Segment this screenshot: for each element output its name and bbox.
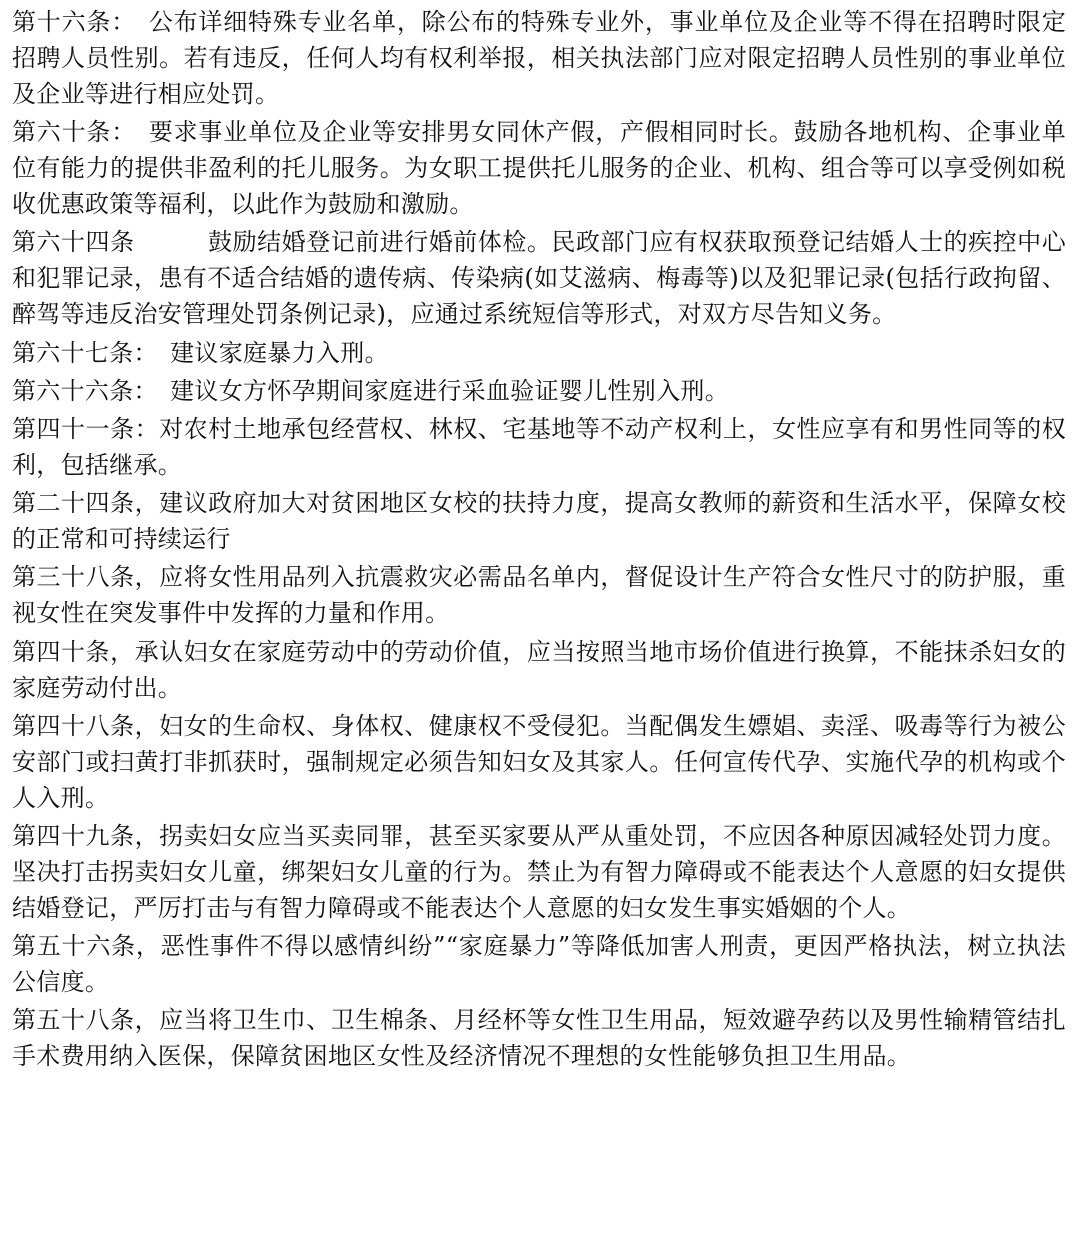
article-38-paragraph: 第三十八条，应将女性用品列入抗震救灾必需品名单内，督促设计生产符合女性尺寸的防护服，重视女性在突发事件中发挥的力量和作用。: [12, 563, 1066, 628]
article-67-paragraph: 第六十七条： 建议家庭暴力入刑。: [12, 338, 389, 367]
article-48-paragraph: 第四十八条，妇女的生命权、身体权、健康权不受侵犯。当配偶发生嫖娼、卖淫、吸毒等行为被公安部门或扫黄打非抓获时，强制规定必须告知妇女及其家人。任何宣传代孕、实施代孕的机构或个人入刑。: [12, 711, 1066, 812]
article-64-paragraph: 第六十四条 鼓励结婚登记前进行婚前体检。民政部门应有权获取预登记结婚人士的疾控中心和犯罪记录，患有不适合结婚的遗传病、传染病(如艾滋病、梅毒等)以及犯罪记录(包括行政拘留、醉驾等违反治安管理处罚条例记录)，应通过系统短信等形式，对双方尽告知义务。: [12, 228, 1066, 329]
article-56-paragraph: 第五十六条，恶性事件不得以感情纠纷”“家庭暴力”等降低加害人刑责，更因严格执法，树立执法公信度。: [12, 932, 1066, 997]
article-60-paragraph: 第六十条： 要求事业单位及企业等安排男女同休产假，产假相同时长。鼓励各地机构、企事业单位有能力的提供非盈利的托儿服务。为女职工提供托儿服务的企业、机构、组合等可以享受例如税收优惠政策等福利，以此作为鼓励和激励。: [12, 118, 1066, 219]
article-49-paragraph: 第四十九条，拐卖妇女应当买卖同罪，甚至买家要从严从重处罚，不应因各种原因减轻处罚力度。坚决打击拐卖妇女儿童，绑架妇女儿童的行为。禁止为有智力障碍或不能表达个人意愿的妇女提供结婚登记，严厉打击与有智力障碍或不能表达个人意愿的妇女发生事实婚姻的个人。: [12, 821, 1066, 922]
article-40-paragraph: 第四十条，承认妇女在家庭劳动中的劳动价值，应当按照当地市场价值进行换算，不能抹杀妇女的家庭劳动付出。: [12, 637, 1066, 702]
article-41-paragraph: 第四十一条：对农村土地承包经营权、林权、宅基地等不动产权利上，女性应享有和男性同等的权利，包括继承。: [12, 414, 1066, 479]
article-24-paragraph: 第二十四条，建议政府加大对贫困地区女校的扶持力度，提高女教师的薪资和生活水平，保障女校的正常和可持续运行: [12, 489, 1066, 554]
article-58-paragraph: 第五十八条，应当将卫生巾、卫生棉条、月经杯等女性卫生用品，短效避孕药以及男性输精管结扎手术费用纳入医保，保障贫困地区女性及经济情况不理想的女性能够负担卫生用品。: [12, 1006, 1066, 1071]
article-16-paragraph: 第十六条： 公布详细特殊专业名单，除公布的特殊专业外，事业单位及企业等不得在招聘时限定招聘人员性别。若有违反，任何人均有权利举报，相关执法部门应对限定招聘人员性别的事业单位及企业等进行相应处罚。: [12, 8, 1066, 108]
article-66-paragraph: 第六十六条： 建议女方怀孕期间家庭进行采血验证婴儿性别入刑。: [12, 376, 729, 405]
